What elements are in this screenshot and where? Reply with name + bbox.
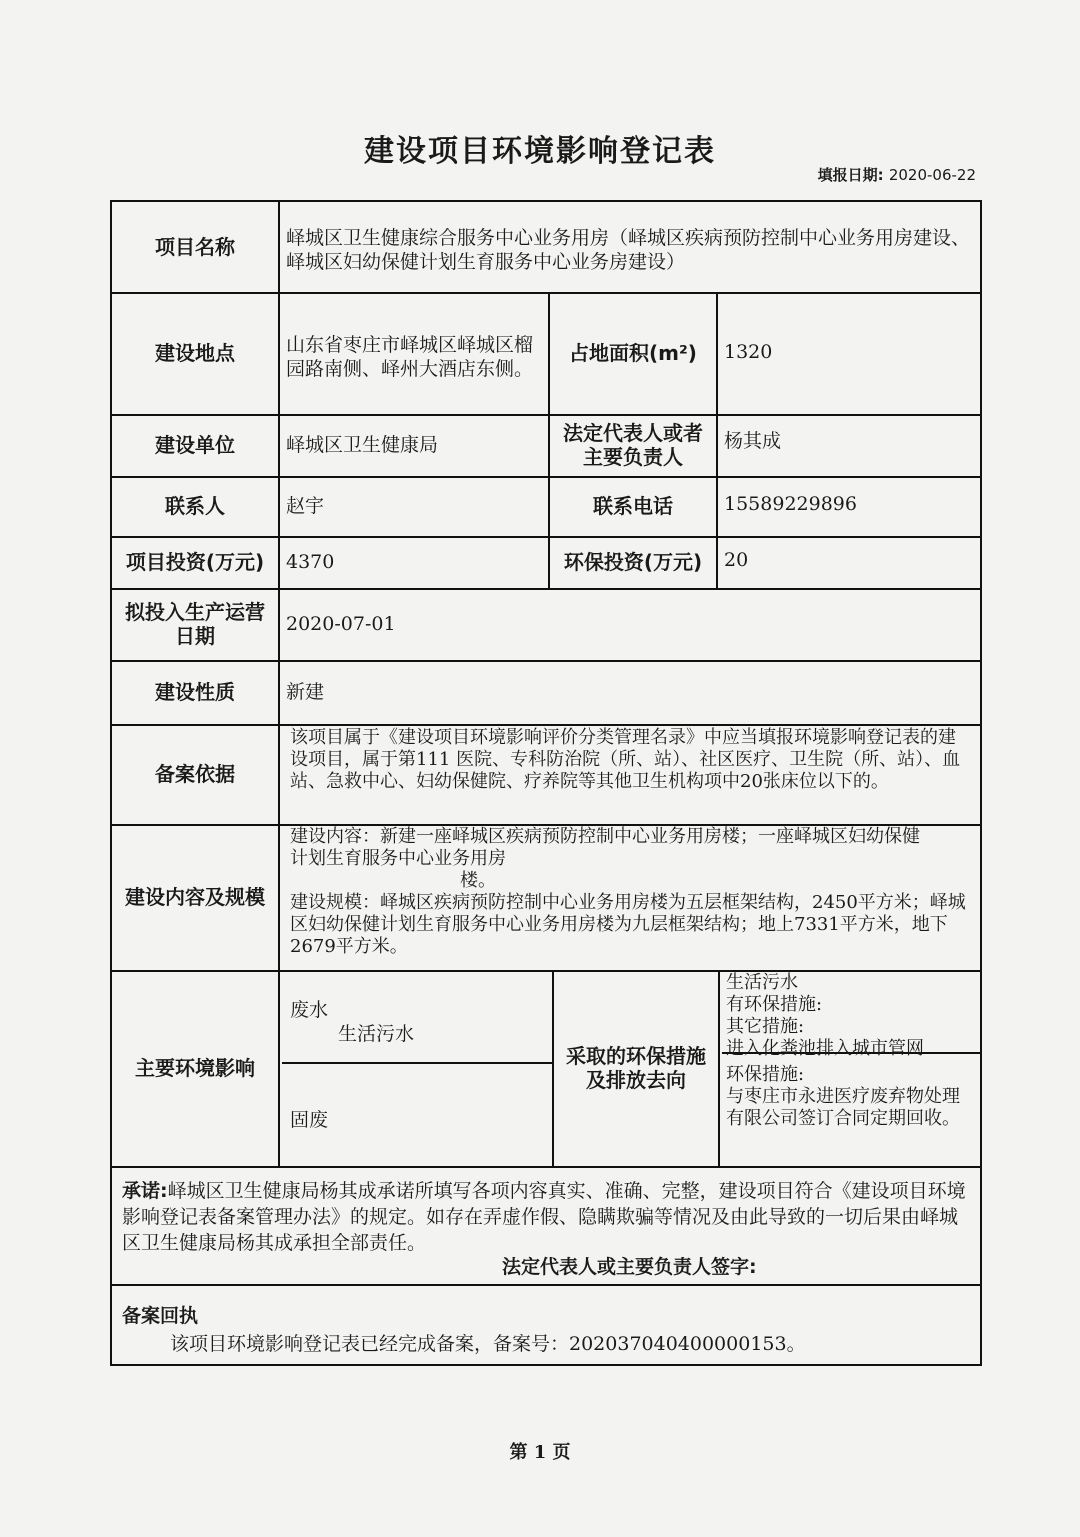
investment-label: 项目投资(万元) bbox=[125, 550, 265, 574]
env-investment-label: 环保投资(万元) bbox=[563, 550, 703, 574]
ww-measure-3: 其它措施: bbox=[726, 1016, 805, 1037]
project-name-value: 峄城区卫生健康综合服务中心业务用房（峄城区疾病预防控制中心业务用房建设、峄城区妇幼保健计划生育服务中心业务房建设） bbox=[286, 227, 971, 273]
operation-date-value: 2020-07-01 bbox=[286, 613, 396, 635]
unit-value: 峄城区卫生健康局 bbox=[286, 434, 439, 456]
ww-measure-2: 有环保措施: bbox=[726, 994, 823, 1015]
basis-label: 备案依据 bbox=[155, 762, 235, 786]
fill-date bbox=[818, 164, 976, 185]
registration-table bbox=[110, 200, 982, 1366]
commitment-section bbox=[112, 1166, 980, 1284]
unit-label: 建设单位 bbox=[155, 433, 235, 457]
nature-value: 新建 bbox=[286, 681, 325, 703]
investment-value: 4370 bbox=[286, 551, 335, 573]
sw-measure-1: 环保措施: bbox=[726, 1064, 805, 1085]
legal-rep-value: 杨其成 bbox=[724, 430, 782, 452]
receipt-text: 该项目环境影响登记表已经完成备案，备案号：202037040400000153。 bbox=[170, 1333, 806, 1355]
ww-measure-1: 生活污水 bbox=[726, 972, 798, 993]
content-text: 建设内容：新建一座峄城区疾病预防控制中心业务用房楼；一座峄城区妇幼保健计划生育服务中心业务用房 bbox=[290, 826, 920, 869]
contact-label: 联系人 bbox=[165, 494, 225, 518]
area-value: 1320 bbox=[724, 341, 773, 363]
basis-value: 该项目属于《建设项目环境影响评价分类管理名录》中应当填报环境影响登记表的建设项目，属于第111 医院、专科防治院（所、站）、社区医疗、卫生院（所、站）、血站、急救中心、妇幼保健院、疗养院等其他卫生机构项中20张床位以下的。 bbox=[290, 727, 961, 792]
content-scale-value bbox=[282, 824, 980, 970]
ww-measure-4: 进入化粪池排入城市管网 bbox=[726, 1038, 924, 1059]
phone-label: 联系电话 bbox=[593, 494, 673, 518]
location-value: 山东省枣庄市峄城区峄城区榴园路南侧、峄州大酒店东侧。 bbox=[286, 334, 534, 380]
contact-value: 赵宇 bbox=[286, 495, 325, 517]
wastewater-label: 废水 bbox=[290, 999, 329, 1021]
solid-waste-measures bbox=[722, 1064, 980, 1164]
content-tail: 楼。 bbox=[460, 870, 496, 891]
page-number: 第 1 页 bbox=[509, 1442, 571, 1463]
env-investment-value: 20 bbox=[724, 549, 749, 571]
wastewater-type: 生活污水 bbox=[338, 1023, 415, 1045]
content-scale-label: 建设内容及规模 bbox=[125, 885, 265, 909]
commitment-label: 承诺: bbox=[122, 1180, 168, 1202]
fill-date-label: 填报日期: bbox=[817, 166, 884, 184]
phone-value: 15589229896 bbox=[724, 493, 857, 515]
env-impact-label: 主要环境影响 bbox=[135, 1056, 255, 1080]
receipt-label: 备案回执 bbox=[122, 1305, 199, 1327]
nature-label: 建设性质 bbox=[155, 680, 235, 704]
commitment-text: 峄城区卫生健康局杨其成承诺所填写各项内容真实、准确、完整，建设项目符合《建设项目环境影响登记表备案管理办法》的规定。如存在弄虚作假、隐瞒欺骗等情况及由此导致的一切后果由峄城区卫生健康局杨其成承担全部责任。 bbox=[122, 1180, 966, 1254]
receipt-section bbox=[112, 1284, 980, 1364]
solid-waste-label: 固废 bbox=[290, 1109, 329, 1131]
operation-date-label: 拟投入生产运营日期 bbox=[125, 600, 265, 648]
signature-label: 法定代表人或主要负责人签字: bbox=[502, 1256, 757, 1278]
wastewater-measures bbox=[722, 972, 980, 1059]
sw-measure-2: 与枣庄市永进医疗废弃物处理有限公司签订合同定期回收。 bbox=[726, 1086, 960, 1129]
area-label: 占地面积(m²) bbox=[569, 341, 697, 365]
page-title: 建设项目环境影响登记表 bbox=[364, 134, 716, 169]
project-name-label: 项目名称 bbox=[155, 235, 235, 259]
legal-rep-label: 法定代表人或者主要负责人 bbox=[563, 421, 703, 469]
measures-label: 采取的环保措施及排放去向 bbox=[566, 1044, 706, 1092]
location-label: 建设地点 bbox=[155, 341, 235, 365]
scale-text: 建设规模：峄城区疾病预防控制中心业务用房楼为五层框架结构，2450平方米；峄城区妇幼保健计划生育服务中心业务用房楼为九层框架结构；地上7331平方米，地下2679平方米。 bbox=[290, 892, 966, 957]
fill-date-value: 2020-06-22 bbox=[888, 166, 976, 184]
